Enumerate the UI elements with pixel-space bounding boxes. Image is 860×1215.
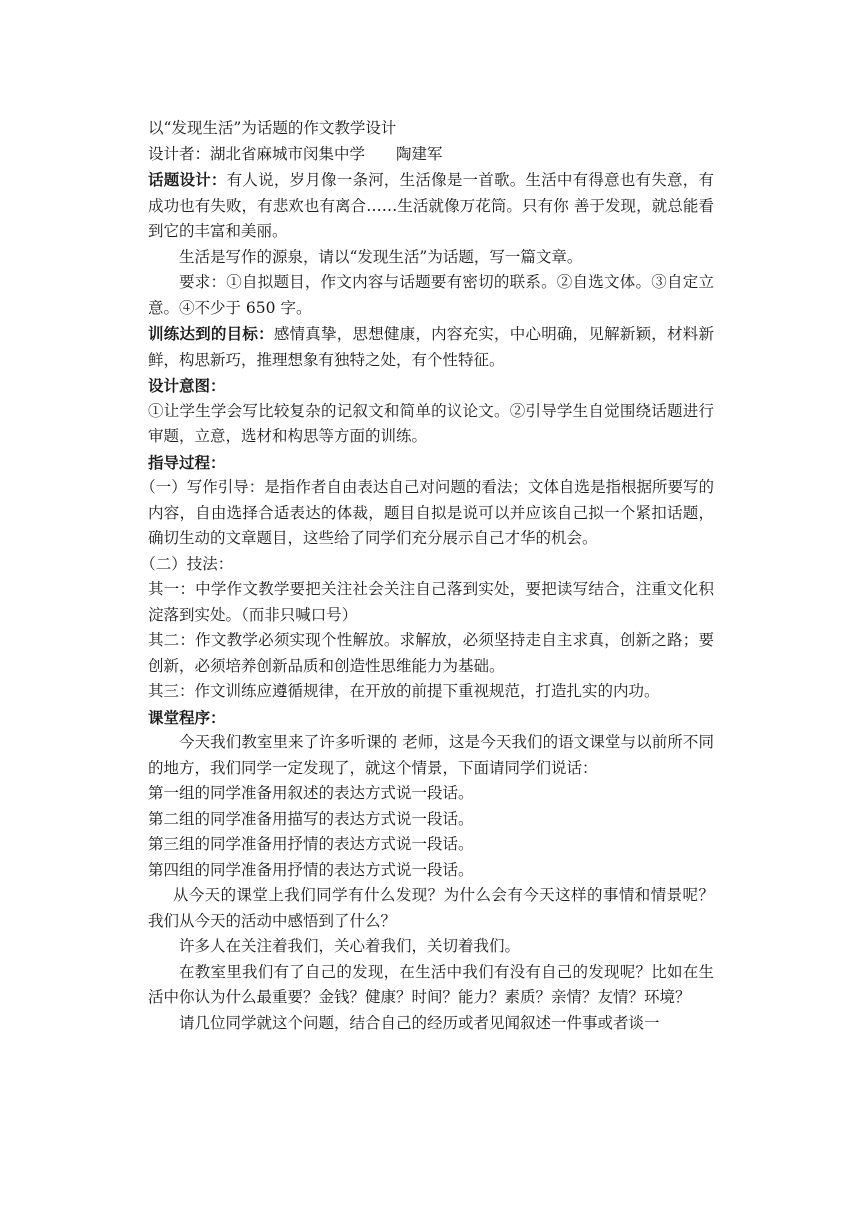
topic-heading: 话题设计：: [148, 170, 227, 189]
goal-section: [148, 321, 714, 373]
guide-item-1: （一）写作引导：是指作者自由表达自己对问题的看法；文体自选是指根据所要写的内容，自由选择合适表达的体裁，题目自拟是说可以并应该自己拟一个紧扣话题，确切生动的文章题目，这些给了同学们充分展示自己才华的机会。: [140, 478, 714, 547]
guide-item-5: 其三：作文训练应遵循规律，在开放的前提下重视规范，打造扎实的内功。: [148, 682, 660, 700]
goal-text: 感情真挚，思想健康，内容充实，中心明确，见解新颖，材料新鲜，构思新巧，推理想象有独特之处，有个性特征。: [148, 325, 714, 369]
class-para-5: 请几位同学就这个问题，结合自己的经历或者见闻叙述一件事或者谈一: [179, 1013, 660, 1032]
doc-title: 以“发现生活”为话题的作文教学设计: [148, 119, 397, 137]
goal-heading: 训练达到的目标：: [148, 324, 274, 343]
guide-item-3: 其一：中学作文教学要把关注社会关注自己落到实处，要把读写结合，注重文化积淀落到实处。（而非只喊口号）: [148, 580, 714, 624]
class-para-3: 许多人在关注着我们，关心着我们，关切着我们。: [179, 937, 521, 955]
guide-item-4: 其二：作文教学必须实现个性解放。求解放，必须坚持走自主求真，创新之路；要创新，必须培养创新品质和创造性思维能力为基础。: [148, 631, 714, 675]
group-line-4: 第四组的同学准备用抒情的表达方式说一段话。: [148, 860, 474, 879]
doc-designer: 设计者：湖北省麻城市闵集中学 陶建军: [148, 144, 443, 163]
document-page: [140, 116, 714, 1036]
topic-para-2: 生活是写作的源泉，请以“发现生活”为话题，写一篇文章。: [179, 247, 583, 266]
guide-heading: 指导过程：: [148, 452, 226, 472]
group-line-1: 第一组的同学准备用叙述的表达方式说一段话。: [148, 784, 474, 802]
topic-para-3: 要求：①自拟题目，作文内容与话题要有密切的联系。②自选文体。③自定立意。④不少于 650 字。: [148, 273, 714, 317]
topic-section: [148, 167, 714, 245]
class-heading: 课堂程序：: [148, 707, 226, 727]
class-para-1: 今天我们教室里来了许多听课的 老师，这是今天我们的语文课堂与以前所不同的地方，我们同学一定发现了，就这个情景，下面请同学们说话：: [148, 733, 714, 777]
class-para-2: 从今天的课堂上我们同学有什么发现？为什么会有今天这样的事情和情景呢？我们从今天的活动中感悟到了什么？: [148, 886, 714, 930]
group-line-3: 第三组的同学准备用抒情的表达方式说一段话。: [148, 835, 474, 853]
group-line-2: 第二组的同学准备用描写的表达方式说一段话。: [148, 809, 474, 828]
guide-item-2: （二）技法：: [140, 554, 234, 573]
topic-text: 有人说，岁月像一条河，生活像是一首歌。生活中有得意也有失意，有成功也有失败，有悲欢也有离合……生活就像万花筒。只有你 善于发现，就总能看到它的丰富和美丽。: [148, 171, 714, 240]
intent-text: ①让学生学会写比较复杂的记叙文和简单的议论文。②引导学生自觉围绕话题进行审题，立意，选材和构思等方面的训练。: [148, 401, 714, 445]
intent-heading: 设计意图：: [148, 376, 226, 395]
class-para-4: 在教室里我们有了自己的发现，在生活中我们有没有自己的发现呢？比如在生活中你认为什么最重要？金钱？健康？时间？能力？素质？亲情？友情？环境？: [148, 962, 714, 1006]
